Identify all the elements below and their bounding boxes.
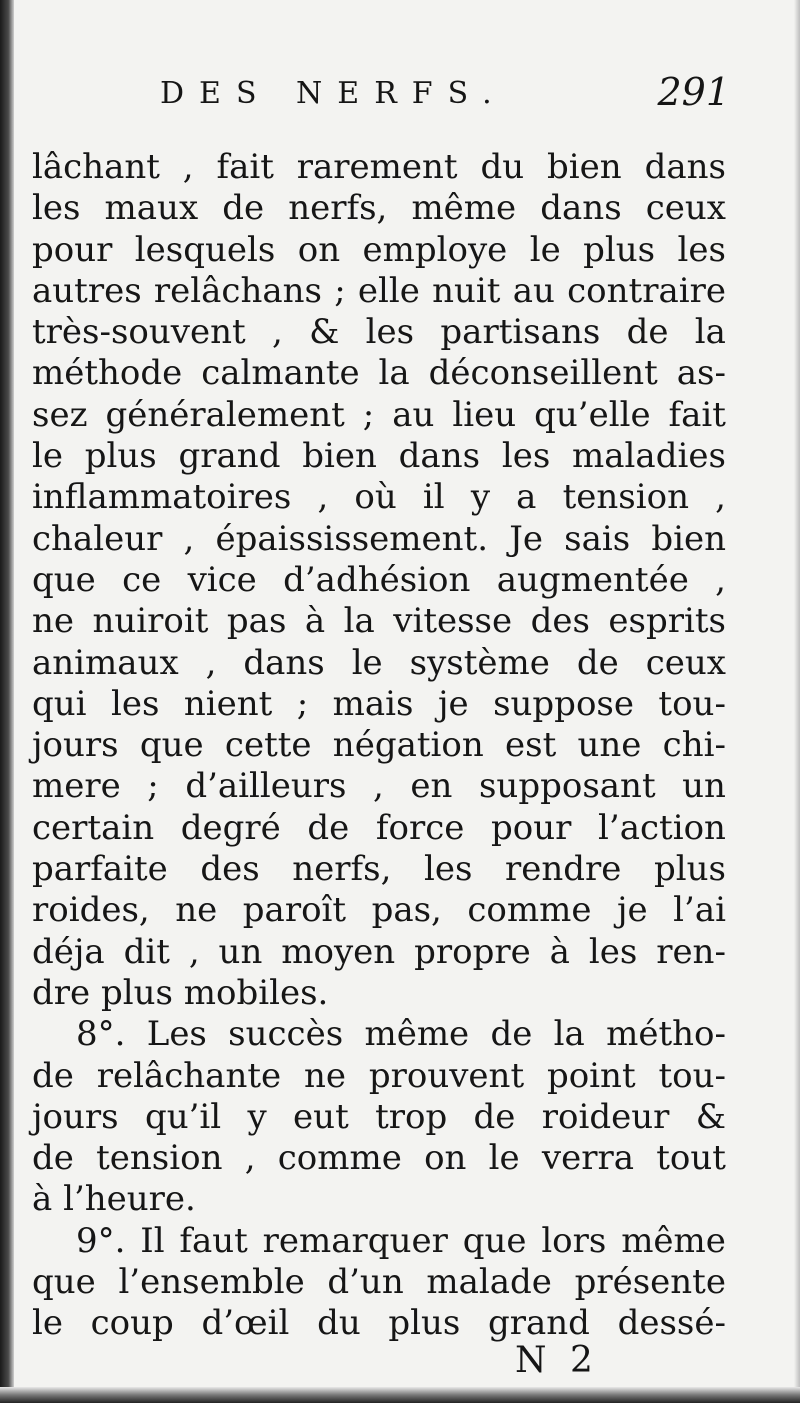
text-line: très-souvent , & les partisans de la xyxy=(32,312,726,353)
page-edge-bottom xyxy=(0,1387,800,1403)
text-line: les maux de nerfs, même dans ceux xyxy=(32,188,726,229)
running-title: DES NERFS. xyxy=(160,76,507,111)
text-line: de relâchante ne prouvent point tou- xyxy=(32,1055,726,1096)
text-line: autres relâchans ; elle nuit au contraire xyxy=(32,270,726,311)
text-line: que ce vice d’adhésion augmentée , xyxy=(32,559,726,600)
text-line: à l’heure. xyxy=(32,1179,196,1220)
text-line: le plus grand bien dans les maladies xyxy=(32,436,726,477)
page-number: 291 xyxy=(657,70,730,114)
signature-mark: N 2 xyxy=(515,1340,599,1381)
text-line: méthode calmante la déconseillent as- xyxy=(32,353,726,394)
text-line: jours que cette négation est une chi- xyxy=(32,725,726,766)
text-line: de tension , comme on le verra tout xyxy=(32,1138,726,1179)
text-line: le coup d’œil du plus grand dessé- xyxy=(32,1303,726,1344)
paragraph-start-line: 9°. Il faut remarquer que lors même xyxy=(76,1220,726,1261)
text-line: que l’ensemble d’un malade présente xyxy=(32,1262,726,1303)
text-line: jours qu’il y eut trop de roideur & xyxy=(32,1096,726,1137)
text-line: certain degré de force pour l’action xyxy=(32,807,726,848)
text-line: chaleur , épaississement. Je sais bien xyxy=(32,518,726,559)
text-line: dre plus mobiles. xyxy=(32,972,329,1013)
text-line: inflammatoires , où il y a tension , xyxy=(32,477,726,518)
text-line: déja dit , un moyen propre à les ren- xyxy=(32,931,726,972)
page-edge-right xyxy=(794,0,800,1403)
text-line: qui les nient ; mais je suppose tou- xyxy=(32,683,726,724)
text-line: pour lesquels on employe le plus les xyxy=(32,229,726,270)
paragraph-start-line: 8°. Les succès même de la métho- xyxy=(76,1014,726,1055)
text-line: mere ; d’ailleurs , en supposant un xyxy=(32,766,726,807)
page-header xyxy=(160,70,730,120)
text-line: lâchant , fait rarement du bien dans xyxy=(32,147,726,187)
text-line: sez généralement ; au lieu qu’elle fait xyxy=(32,394,726,435)
page-edge-left xyxy=(0,0,14,1403)
text-line: parfaite des nerfs, les rendre plus xyxy=(32,849,726,890)
body-text xyxy=(32,147,726,1345)
text-line: roides, ne paroît pas, comme je l’ai xyxy=(32,890,726,931)
text-line: animaux , dans le système de ceux xyxy=(32,642,726,683)
text-line: ne nuiroit pas à la vitesse des esprits xyxy=(32,601,726,642)
